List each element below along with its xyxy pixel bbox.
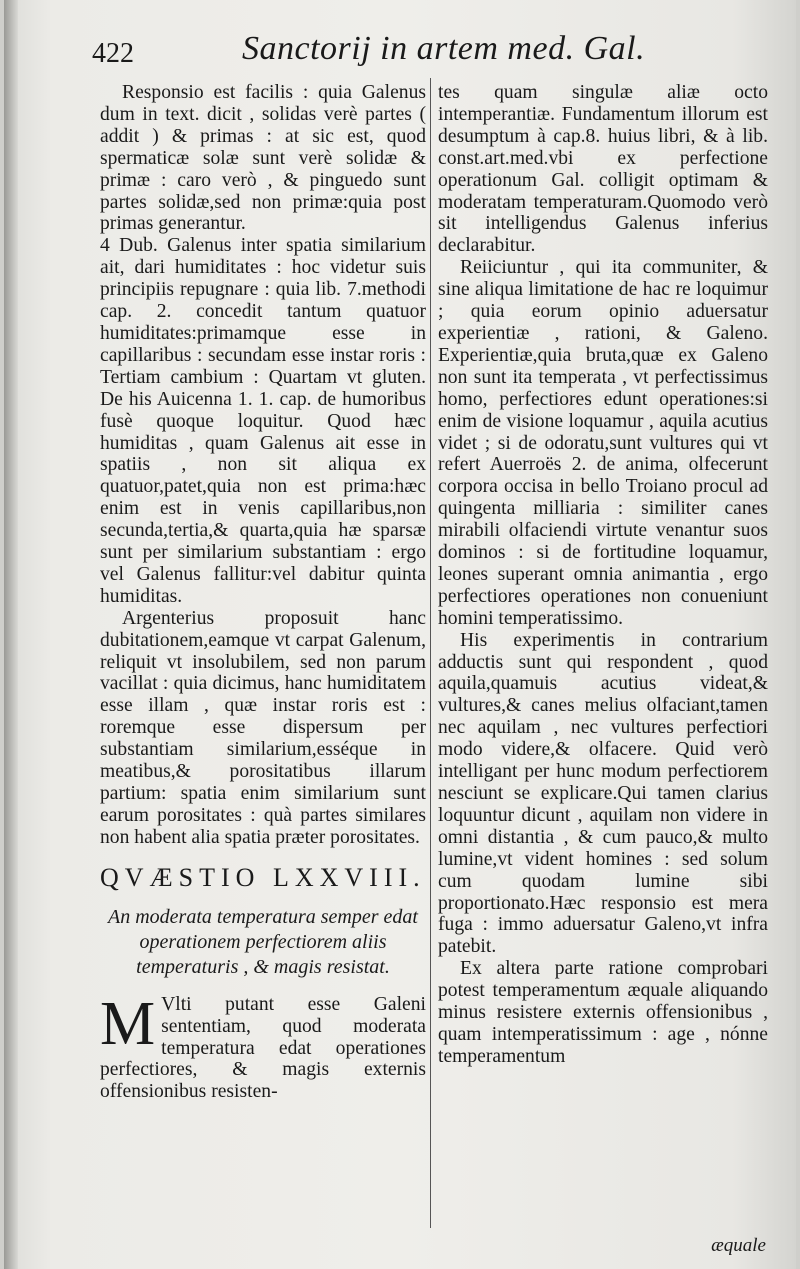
question-heading: QVÆSTIO LXXVIII. — [100, 862, 426, 892]
column-divider — [430, 78, 431, 1228]
drop-cap: M — [100, 989, 156, 1058]
running-head: Sanctorij in artem med. Gal. — [242, 30, 646, 67]
question-subtitle: An moderata temperatura semper edat operationem perfectiorem aliis temperaturis , & magis resistat. — [108, 905, 418, 978]
page-number: 422 — [92, 38, 134, 69]
catchword: æquale — [711, 1235, 766, 1256]
opening-paragraph-text: Vlti putant esse Galeni sententiam, quod moderata temperatura edat operationes perfectiores, & magis externis offensionibus resisten- — [100, 993, 426, 1103]
paragraph-reiiciuntur: Reiiciuntur , qui ita communiter, & sine aliqua limitatione de hac re loquimur ; quia eorum opinio aduersatur experientiæ , rationi, & Galeno. Experientiæ,quia bruta,quæ ex Galeno non sunt ita temperata , vt perfectissimus homo, perfectiores edunt operationes:si enim de visione loquamur , aquila acutius videt ; si de odoratu,sunt vultures qui vt refert Auerroës 2. de anima, olfecerunt corpora occisa in bello Troiano procul ad quingenta milliaria : similiter canes mirabili olfaciendi virtute venantur suos dominos : si de fortitudine loquamur, leones superant omnia animantia , ergo perfectiores operationes non conueniunt homini temperatissimo. — [438, 257, 768, 629]
paragraph-argenterius: Argenterius proposuit hanc dubitationem,eamque vt carpat Galenum, reliquit vt insolubilem, sed non parum vacillat : quia dicimus, hanc humiditatem esse illam , quæ instar roris est : roremque esse dispersum per substantiam similarium,esséque in meatibus,& porositatibus illarum partium: spatia enim similarium sunt earum porositates : quà partes similares non habent alia spatia præter porositates. — [100, 607, 426, 848]
paragraph-dubium-4: 4 Dub. Galenus inter spatia similarium ait, dari humiditates : hoc videtur suis principiis repugnare : quia lib. 7.methodi cap. 2. concedit tantum quatuor humiditates:primamque esse in capillaribus : secundam esse instar roris : Tertiam cambium : Quartam vt gluten. De his Auicenna 1. 1. cap. de humoribus fusè quoque loquitur. Quod hæc humiditas , quam Galenus ait esse in spatiis , non sit aliqua ex quatuor,patet,quia non est prima:hæc enim est in venis capillaribus,non secunda,tertia,& quarta,quia hæ sparsæ sunt per similarium substantiam : ergo vel Galenus fallitur:vel dabitur quinta humiditas. — [100, 235, 426, 607]
right-column — [438, 82, 768, 1068]
paragraph-responsio: Responsio est facilis : quia Galenus dum in text. dicit , solidas verè partes ( addit ) & primas : at sic est, quod spermaticæ solæ sunt verè solidæ & primæ : caro verò , & pinguedo sunt partes solidæ,sed non primæ:quia post primas generantur. — [100, 82, 426, 235]
paragraph-ex-altera: Ex altera parte ratione comprobari potest temperamentum æquale aliquando minus resistere externis offensionibus , quam intemperatissimum : age , nónne temperamentum — [438, 958, 768, 1067]
paragraph-experimentis: His experimentis in contrarium adductis sunt qui respondent , quod aquila,quamuis acutius videat,& vultures,& canes melius olfaciant,tamen nec aquilam , nec vultures perfectiori modo videre,& olfacere. Quid verò intelligant per hunc modum perfectiorem nesciunt se explicare.Qui tamen clarius loquuntur dicunt , aquilam non videre in omni distantia , & cum pauco,& multo lumine,vt vident homines : sed solum cum quodam lumine sibi proportionato.Hæc responsio est mera fuga : immo aduersatur Galeno,vt infra patebit. — [438, 629, 768, 958]
left-column — [100, 82, 426, 1103]
page-gutter — [4, 0, 18, 1269]
book-page — [4, 0, 796, 1269]
page-header — [92, 30, 772, 74]
paragraph-continuation: tes quam singulæ aliæ octo intemperantiæ. Fundamentum illorum est desumptum à cap.8. huius libri, & à lib. const.art.med.vbi ex perfectione operationum Gal. colligit optimam & moderatam temperaturam.Quomodo verò sit intelligendus Galenus inferius declarabitur. — [438, 82, 768, 257]
opening-paragraph — [100, 989, 426, 1104]
